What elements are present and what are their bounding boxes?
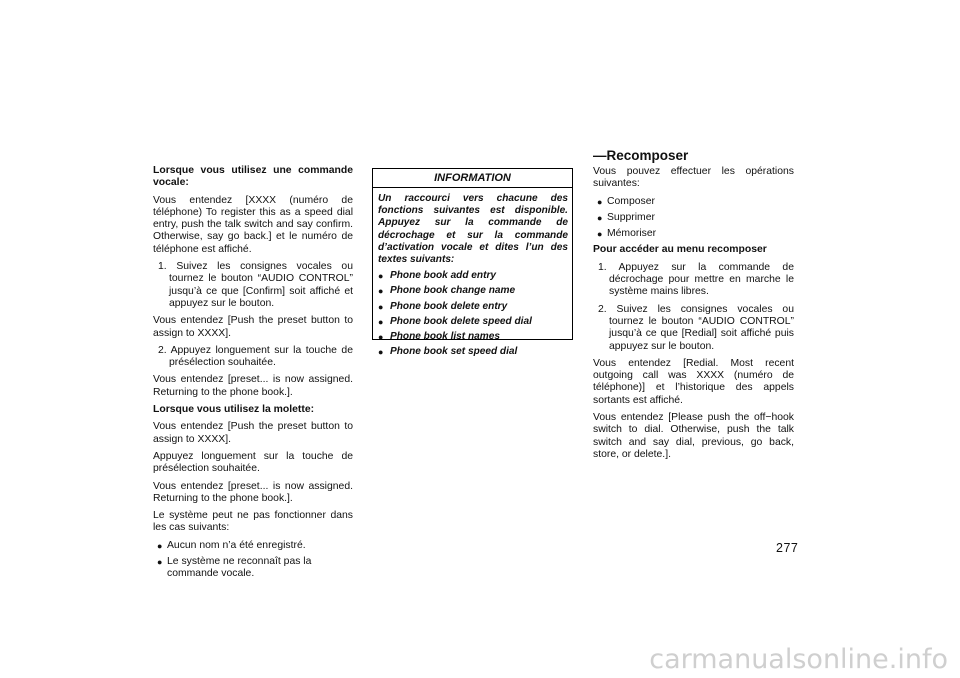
paragraph: Vous pouvez effectuer les opérations suivantes: [593,166,794,190]
paragraph: Vous entendez [Push the preset button to assign to XXXX]. [153,421,353,445]
paragraph: Vous entendez [preset... is now assigned. Returning to the phone book.]. [153,374,353,398]
paragraph: Le système peut ne pas fonctionner dans les cas suivants: [153,510,353,534]
list-item: ● Mémoriser [593,228,794,240]
heading-redial-menu: Pour accéder au menu recomposer [593,244,767,256]
step-1: 1. Suivez les consignes vocales ou tournez le bouton “AUDIO CONTROL” jusqu’à ce que [Confirm] soit affiché et appuyez sur le bouton. [158,261,353,309]
heading-voice-command: Lorsque vous utilisez une commande vocale: [153,165,353,189]
information-body [373,188,572,358]
left-column [153,165,353,585]
list-item: ● Phone book list names [378,331,568,343]
paragraph: Appuyez longuement sur la touche de présélection souhaitée. [153,450,353,475]
list-item: ● Phone book delete speed dial [378,316,568,328]
list-item: ● Phone book delete entry [378,301,568,313]
list-item: ● Composer [593,196,794,208]
step-2: 2. Appuyez longuement sur la touche de présélection souhaitée. [158,344,353,369]
paragraph: Vous entendez [Push the preset button to assign to XXXX]. [153,315,353,339]
list-item: ● Le système ne reconnaît pas la commande vocale. [153,556,353,581]
list-item: ● Phone book set speed dial [378,346,568,358]
list-item: ● Aucun nom n’a été enregistré. [153,540,353,552]
section-title: —Recomposer [593,148,689,163]
paragraph: Vous entendez [XXXX (numéro de téléphone) To register this as a speed dial entry, push the talk switch and say confirm. Otherwise, say go back.] et le numéro de téléphone est affiché. [153,194,353,255]
paragraph: Vous entendez [preset... is now assigned. Returning to the phone book.]. [153,480,353,504]
watermark: carmanualsonline.info [649,644,948,675]
list-item: ● Supprimer [593,212,794,224]
step-1: 1. Appuyez sur la commande de décrochage pour mettre en marche le système mains libres. [598,261,794,298]
list-item: ● Phone book change name [378,285,568,297]
information-title: INFORMATION [373,169,572,188]
page-number: 277 [776,541,799,555]
step-2: 2. Suivez les consignes vocales ou tournez le bouton “AUDIO CONTROL” jusqu’à ce que [Redial] soit affiché puis appuyez sur le bouton. [598,303,794,352]
information-intro: Un raccourci vers chacune des fonctions suivantes est disponible. Appuyez sur la commande de décrochage et sur la commande d’activation vocale et dites l’un des textes suivants: [378,193,568,266]
paragraph: Vous entendez [Please push the off−hook switch to dial. Otherwise, push the talk switch and say dial, previous, go back, store, or delete.]. [593,412,794,460]
information-box [372,168,573,358]
right-column [593,166,794,466]
heading-dial: Lorsque vous utilisez la molette: [153,404,315,416]
paragraph: Vous entendez [Redial. Most recent outgoing call was XXXX (numéro de téléphone)] et l’historique des appels sortants est affiché. [593,357,794,406]
list-item: ● Phone book add entry [378,270,568,282]
